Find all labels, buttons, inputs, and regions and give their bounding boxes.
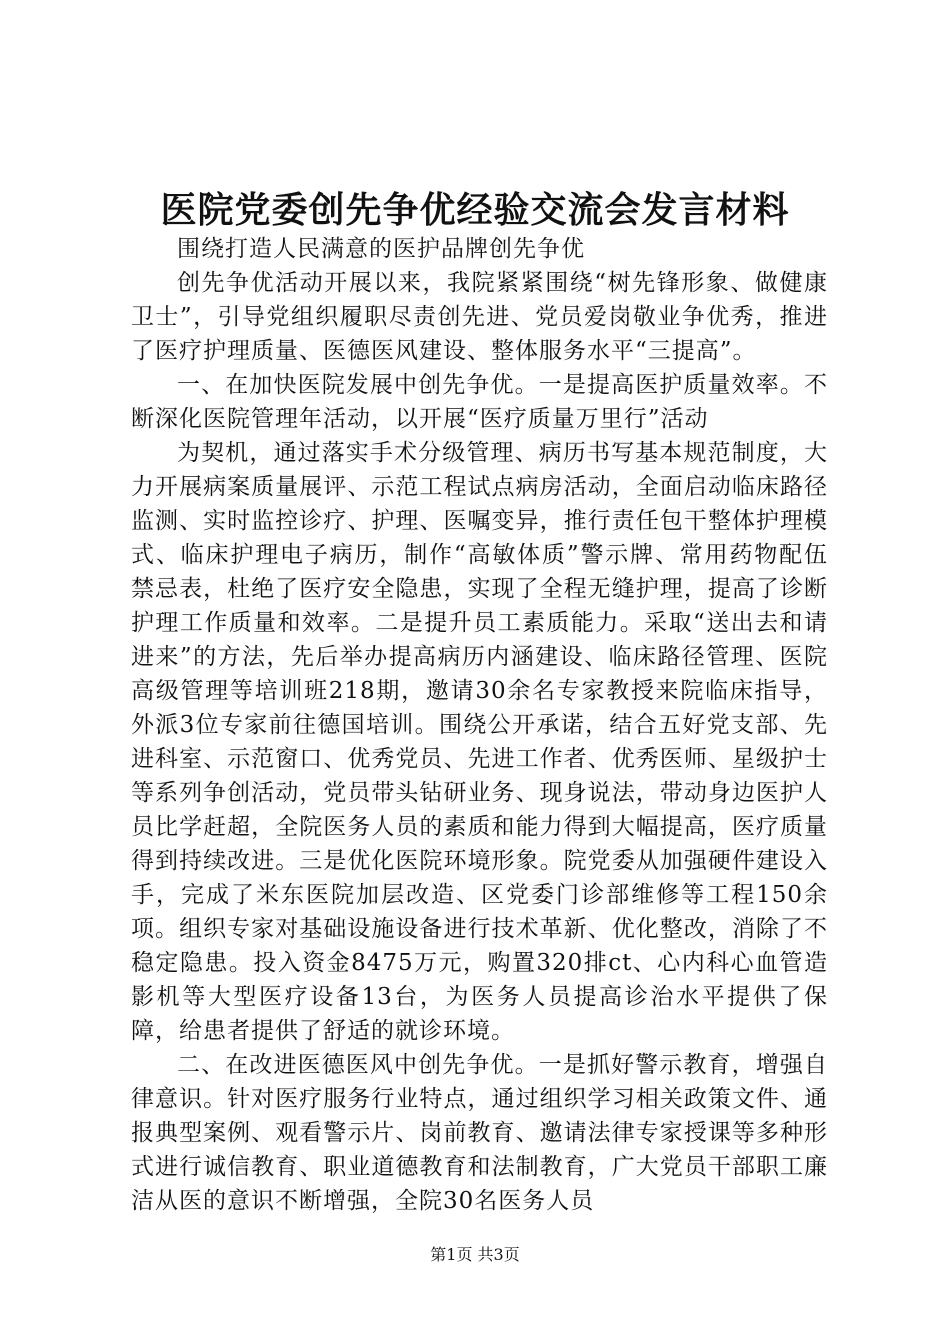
- page-number-footer: 第1页 共3页: [430, 1245, 520, 1264]
- document-body: [131, 232, 828, 1218]
- body-paragraph: 创先争优活动开展以来，我院紧紧围绕“树先锋形象、做健康卫士”，引导党组织履职尽责创先进、党员爱岗敬业争优秀，推进了医疗护理质量、医德医风建设、整体服务水平“三提高”。: [131, 270, 828, 364]
- body-paragraph: 为契机，通过落实手术分级管理、病历书写基本规范制度，大力开展病案质量展评、示范工程试点病房活动，全面启动临床路径监测、实时监控诊疗、护理、医嘱变异，推行责任包干整体护理模式、临床护理电子病历，制作“高敏体质”警示牌、常用药物配伍禁忌表，杜绝了医疗安全隐患，实现了全程无缝护理，提高了诊断护理工作质量和效率。二是提升员工素质能力。采取“送出去和请进来”的方法，先后举办提高病历内涵建设、临床路径管理、医院高级管理等培训班218期，邀请30余名专家教授来院临床指导，外派3位专家前往德国培训。围绕公开承诺，结合五好党支部、先进科室、示范窗口、优秀党员、先进工作者、优秀医师、星级护士等系列争创活动，党员带头钻研业务、现身说法，带动身边医护人员比学赶超，全院医务人员的素质和能力得到大幅提高，医疗质量得到持续改进。三是优化医院环境形象。院党委从加强硬件建设入手，完成了米东医院加层改造、区党委门诊部维修等工程150余项。组织专家对基础设施设备进行技术革新、优化整改，消除了不稳定隐患。投入资金8475万元，购置320排ct、心内科心血管造影机等大型医疗设备13台，为医务人员提高诊治水平提供了保障，给患者提供了舒适的就诊环境。: [131, 440, 828, 1044]
- body-paragraph: 一、在加快医院发展中创先争优。一是提高医护质量效率。不断深化医院管理年活动，以开展“医疗质量万里行”活动: [131, 372, 828, 432]
- subtitle-paragraph: 围绕打造人民满意的医护品牌创先争优: [177, 236, 585, 262]
- body-paragraph: 二、在改进医德医风中创先争优。一是抓好警示教育，增强自律意识。针对医疗服务行业特点，通过组织学习相关政策文件、通报典型案例、观看警示片、岗前教育、邀请法律专家授课等多种形式进行诚信教育、职业道德教育和法制教育，广大党员干部职工廉洁从医的意识不断增强，全院30名医务人员: [131, 1052, 828, 1214]
- document-title: 医院党委创先争优经验交流会发言材料: [160, 189, 790, 231]
